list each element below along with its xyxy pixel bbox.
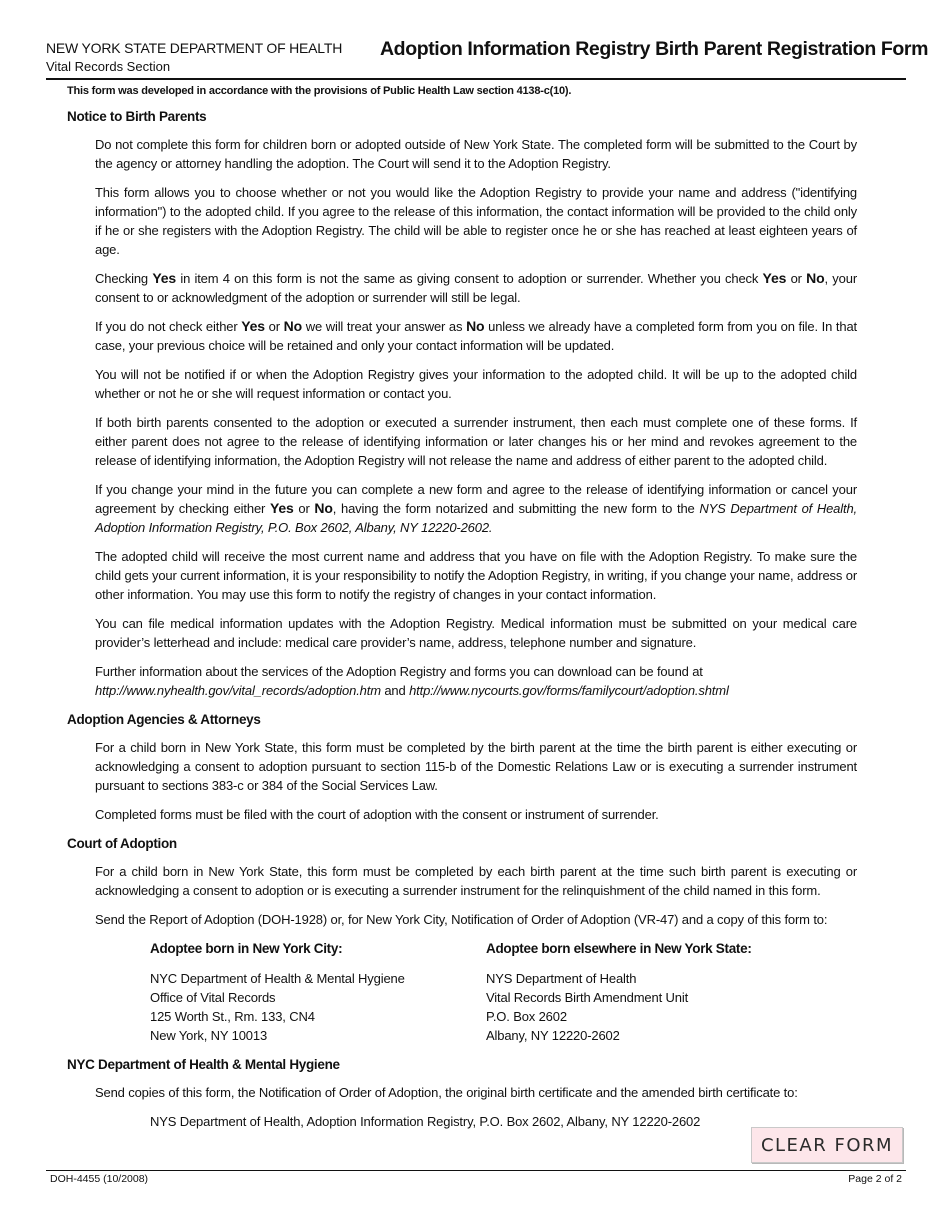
- text-run: Checking: [95, 271, 153, 286]
- agencies-heading: Adoption Agencies & Attorneys: [67, 712, 261, 727]
- page-number: Page 2 of 2: [848, 1173, 902, 1185]
- notice-paragraph: If both birth parents consented to the adoption or executed a surrender instrument, then each must complete one of these forms. If either parent does not agree to the release of identifying information or later changes his or her mind and revokes agreement to the release of identifying information, the Adoption Registry will not release the name and address of either parent to the adopted child.: [95, 415, 857, 468]
- court-addresses: [150, 939, 857, 1045]
- clear-form-button[interactable]: CLEAR FORM: [751, 1127, 903, 1163]
- health-link: http://www.nyhealth.gov/vital_records/adoption.htm: [95, 683, 381, 698]
- notice-paragraph: [95, 317, 857, 355]
- text-run: Further information about the services of the Adoption Registry and forms you can download can be found at: [95, 664, 703, 679]
- text-run: or: [293, 501, 315, 516]
- no-keyword: No: [466, 318, 485, 334]
- agency-name: NEW YORK STATE DEPARTMENT OF HEALTH: [46, 40, 343, 56]
- no-keyword: No: [806, 270, 825, 286]
- nyc-address-heading: Adoptee born in New York City:: [150, 941, 343, 956]
- court-paragraph: Send the Report of Adoption (DOH-1928) or, for New York City, Notification of Order of Adoption (VR-47) and a copy of this form to:: [95, 912, 828, 927]
- notice-paragraph: Do not complete this form for children born or adopted outside of New York State. The completed form will be submitted to the Court by the agency or attorney handling the adoption. The Court will send it to the Adoption Registry.: [95, 137, 857, 171]
- address-line: Vital Records Birth Amendment Unit: [486, 990, 689, 1005]
- legal-note: This form was developed in accordance with the provisions of Public Health Law section 4138-c(10).: [67, 85, 572, 97]
- yes-keyword: Yes: [269, 500, 294, 516]
- text-run: If you do not check either: [95, 319, 242, 334]
- nys-address-block: [486, 939, 822, 1045]
- court-paragraph: For a child born in New York State, this form must be completed by each birth parent at the time such birth parent is executing or acknowledging a consent to adoption or is executing a surrender instrument for the relinquishment of the child named in this form.: [95, 864, 857, 898]
- text-run: or: [264, 319, 284, 334]
- address-line: P.O. Box 2602: [486, 1009, 567, 1024]
- court-heading: Court of Adoption: [67, 836, 177, 851]
- footer-divider: [46, 1170, 906, 1171]
- address-line: New York, NY 10013: [150, 1028, 268, 1043]
- address-line: Office of Vital Records: [150, 990, 276, 1005]
- registry-address: NYS Department of Health, Adoption Information Registry, P.O. Box 2602, Albany, NY 12220-2602.: [95, 501, 857, 535]
- yes-keyword: Yes: [241, 318, 265, 334]
- text-run: unless we already have a completed form from you on file. In that case, your previous choice will be retained and only your contact information will be updated.: [95, 319, 857, 353]
- nyc-doh-paragraph: Send copies of this form, the Notification of Order of Adoption, the original birth certificate and the amended birth certificate to:: [95, 1085, 798, 1100]
- header-divider: [46, 78, 906, 80]
- form-content: [67, 107, 857, 1131]
- notice-paragraph: This form allows you to choose whether or not you would like the Adoption Registry to provide your name and address ("identifying information") to the adopted child. If you agree to the release of this information, the contact information will be provided to the child only if he or she registers with the Adoption Registry. The child will be able to register once he or she has reached at least eighteen years of age.: [95, 185, 857, 257]
- address-line: NYC Department of Health & Mental Hygiene: [150, 971, 405, 986]
- address-line: Albany, NY 12220-2602: [486, 1028, 620, 1043]
- section-name: Vital Records Section: [46, 59, 171, 74]
- notice-paragraph: [95, 480, 857, 537]
- yes-keyword: Yes: [152, 270, 177, 286]
- text-run: If you change your mind in the future you can complete a new form and agree to the release of identifying information or cancel your agreement by checking either: [95, 482, 857, 516]
- no-keyword: No: [283, 318, 302, 334]
- yes-keyword: Yes: [762, 270, 787, 286]
- courts-link: http://www.nycourts.gov/forms/familycourt/adoption.shtml: [409, 683, 729, 698]
- form-number: DOH-4455 (10/2008): [50, 1173, 149, 1185]
- header-agency-block: [46, 40, 342, 74]
- notice-paragraph: You can file medical information updates with the Adoption Registry. Medical information must be submitted on your medical care provider’s letterhead and include: medical care provider’s name, address, telephone number and signature.: [95, 616, 857, 650]
- text-run: in item 4 on this form is not the same as giving consent to adoption or surrender. Whether you check: [176, 271, 763, 286]
- notice-paragraph: [95, 269, 857, 307]
- text-run: we will treat your answer as: [302, 319, 467, 334]
- text-run: and: [380, 683, 410, 698]
- notice-paragraph: The adopted child will receive the most current name and address that you have on file with the Adoption Registry. To make sure the child gets your current information, it is your responsibility to notify the Adoption Registry, in writing, if you change your name, address or other information. You may use this form to notify the registry of changes in your contact information.: [95, 549, 857, 602]
- text-run: , your consent to or acknowledgment of the adoption or surrender will still be legal.: [95, 271, 857, 305]
- nyc-doh-heading: NYC Department of Health & Mental Hygiene: [67, 1057, 340, 1072]
- notice-heading: Notice to Birth Parents: [67, 109, 207, 124]
- agencies-paragraph: Completed forms must be filed with the court of adoption with the consent or instrument of surrender.: [95, 807, 659, 822]
- notice-paragraph: [95, 662, 857, 700]
- notice-paragraph: You will not be notified if or when the Adoption Registry gives your information to the adopted child. It will be up to the adopted child whether or not he or she will request information or contact you.: [95, 367, 857, 401]
- no-keyword: No: [314, 500, 333, 516]
- text-run: , having the form notarized and submitting the new form to the: [332, 501, 700, 516]
- registry-mailing-address: NYS Department of Health, Adoption Information Registry, P.O. Box 2602, Albany, NY 12220-2602: [150, 1114, 701, 1129]
- text-run: or: [786, 271, 807, 286]
- form-title: Adoption Information Registry Birth Parent Registration Form: [380, 38, 929, 60]
- address-line: NYS Department of Health: [486, 971, 637, 986]
- nys-address-heading: Adoptee born elsewhere in New York State:: [486, 941, 752, 956]
- agencies-paragraph: For a child born in New York State, this form must be completed by the birth parent at the time the birth parent is either executing or acknowledging a consent to adoption pursuant to section 115-b of the Domestic Relations Law or is executing a surrender instrument pursuant to sections 383-c or 384 of the Social Services Law.: [95, 740, 857, 793]
- nyc-address-block: [150, 939, 486, 1045]
- address-line: 125 Worth St., Rm. 133, CN4: [150, 1009, 315, 1024]
